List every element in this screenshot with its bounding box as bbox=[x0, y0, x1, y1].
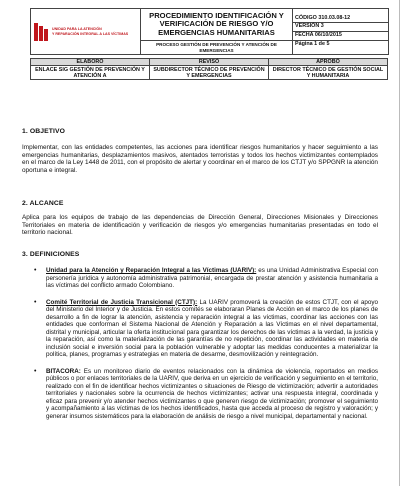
section-text-objetivo: Implementar, con las entidades competentes, las acciones para identificar riesgos humanitarios y hacer seguimiento a las emergencias humanitarias, desplazamientos masivos, atentados terroristas y todos los hechos victimizantes contemplados en el marco de la Ley 1448 de 2011, con el propósito de alertar y coordinar en el marco de los CTJT y/o SPPGNR la atención oportuna e integral. bbox=[22, 144, 378, 175]
document-header-table bbox=[30, 8, 389, 55]
section-title-definiciones: 3. DEFINICIONES bbox=[22, 251, 80, 258]
document-version: VERSIÓN 3 bbox=[293, 22, 388, 31]
definition-item-uariv bbox=[34, 267, 378, 290]
signoff-value-aprobo: DIRECTOR TÉCNICO DE GESTIÓN SOCIAL Y HUMANITARIA bbox=[269, 66, 388, 80]
signoff-header-aprobo: APROBÓ bbox=[269, 59, 388, 66]
signoff-header-reviso: REVISÓ bbox=[150, 59, 269, 66]
definition-term: Unidad para la Atención y Reparación Integral a las Víctimas (UARIV): bbox=[46, 267, 257, 274]
definition-term: Comité Territorial de Justicia Transicional (CTJT): bbox=[46, 298, 198, 306]
logo-mark-icon bbox=[34, 23, 48, 41]
definitions-list bbox=[34, 267, 378, 429]
section-title-objetivo: 1. OBJETIVO bbox=[22, 128, 66, 135]
signoff-value-reviso: SUBDIRECTOR TÉCNICO DE PREVENCIÓN Y EMERGENCIAS bbox=[150, 66, 269, 80]
logo-text-line-1: UNIDAD PARA LA ATENCIÓN bbox=[52, 27, 102, 32]
definition-item-bitacora bbox=[34, 368, 378, 421]
bullet-icon: • bbox=[34, 267, 37, 274]
definition-text: Es un monitoreo diario de eventos relacionados con la dinámica de violencia, reportados en medios públicos o por enlaces territoriales de la UARIV, que deriva en un ejercicio de verificación y seguimiento en el territorio, realizado con el fin de identificar hechos victimizantes o situaciones de Riesgo de victimización; advertir a autoridades territoriales y nacionales sobre la ocurrencia de hechos victimizantes; activar una respuesta integral, coordinada y eficaz para prevenir y/o atender hechos victimizantes o que generen riesgo de victimización; promover el seguimiento y acompañamiento a las víctimas de los hechos identificados, hasta que acceda al proceso de registro y valoración; y generar insumos sistemáticos para la elaboración de análisis de riesgo a nivel municipal, departamental y nacional. bbox=[46, 367, 378, 420]
document-title: PROCEDIMIENTO IDENTIFICACIÓN Y VERIFICACIÓN DE RIESGO Y/O EMERGENCIAS HUMANITARIAS bbox=[141, 9, 293, 41]
definition-text: es una Unidad Administrativa Especial con personería jurídica y autonomía administrativa patrimonial, encargada de prestar atención y asistencia humanitaria a las víctimas del conflicto armado Colombiano. bbox=[46, 267, 378, 289]
unidad-victimas-logo bbox=[34, 23, 137, 41]
section-title-alcance: 2. ALCANCE bbox=[22, 200, 64, 207]
signoff-value-elaboro: ENLACE SIG GESTIÓN DE PREVENCIÓN Y ATENCIÓN A bbox=[31, 66, 150, 80]
document-code: CÓDIGO 310.03.08-12 bbox=[295, 14, 351, 21]
document-meta bbox=[293, 9, 389, 55]
bullet-icon: • bbox=[34, 298, 37, 306]
document-date: FECHA 06/10/2015 bbox=[293, 31, 388, 40]
document-page-number: Página 1 de 5 bbox=[293, 40, 388, 49]
logo-cell bbox=[31, 9, 141, 55]
definition-term: BITACORA: bbox=[46, 367, 81, 375]
bullet-icon: • bbox=[34, 367, 37, 375]
section-text-alcance: Aplica para los equipos de trabajo de las dependencias de Dirección General, Direcciones Misionales y Direcciones Territoriales en materia de identificación y verificación de riesgos y/o emergencias humanitarias presentadas en todo el territorio nacional. bbox=[22, 214, 378, 237]
signoff-table bbox=[30, 58, 388, 80]
definition-item-ctjt bbox=[34, 299, 378, 359]
signoff-header-elaboro: ELABORÓ bbox=[31, 59, 150, 66]
logo-text-line-2: Y REPARACIÓN INTEGRAL A LAS VÍCTIMAS bbox=[52, 31, 129, 36]
document-process: PROCESO GESTIÓN DE PREVENCIÓN Y ATENCIÓN DE EMERGENCIAS bbox=[141, 41, 293, 55]
definition-text: La UARIV promoverá la creación de estos CTJT, con el apoyo del Ministerio del Interior y de Justicia. En estos comités se elaboraran Planes de Acción en el marco de los planes de desarrollo a fin de lograr la atención, asistencia y reparación integral a las víctimas, coordinar las acciones con las entidades que conforman el Sistema Nacional de Atención y Reparación a las Víctimas en el nivel departamental, distrital y municipal, articular la oferta institucional para garantizar los derechos de las víctimas a la verdad, la justicia y la reparación, así como la materialización de las garantías de no repetición, coordinar las actividades en materia de inclusión social e inversión social para la población vulnerable y adoptar las medidas conducentes a materializar la política, planes, programas y estrategias en materia de desarme, desmovilización y reintegración. bbox=[46, 298, 378, 358]
